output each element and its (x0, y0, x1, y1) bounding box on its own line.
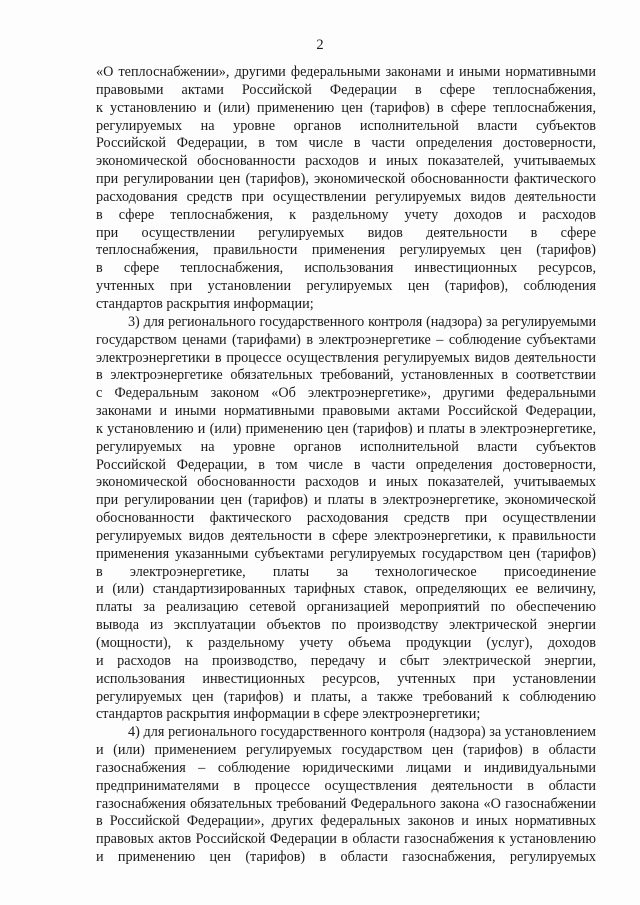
text-line: предпринимателями в процессе осуществления деятельности в области (96, 777, 596, 794)
text-line: (мощности), к раздельному учету объема продукции (услуг), доходов (96, 635, 596, 651)
text-line: 3) для регионального государственного контроля (надзора) за регулируемыми (128, 313, 596, 330)
text-line: экономической обоснованности расходов и иных показателей, учитываемых (96, 474, 596, 491)
text-line: вывода из эксплуатации объектов по производству электрической энергии (96, 617, 596, 634)
text-line: к установлению и (или) применению цен (тарифов) в сфере теплоснабжения, (96, 99, 596, 116)
text-line: расходования средств при осуществлении регулируемых видов деятельности (96, 188, 596, 205)
text-line: учтенных при установлении регулируемых цен (тарифов), соблюдения (96, 278, 596, 295)
text-line: в электроэнергетике, платы за технологическое присоединение (96, 563, 596, 580)
page-number: 2 (316, 37, 324, 53)
text-line: регулируемых видов деятельности в сфере электроэнергетики, к правильности (96, 527, 596, 544)
text-line: при осуществлении регулируемых видов деятельности в сфере (96, 224, 596, 241)
text-line: стандартов раскрытия информации; (96, 295, 314, 312)
text-line: законами и иными нормативными правовыми актами Российской Федерации, (96, 403, 596, 420)
text-line: регулируемых на уровне органов исполнительной власти субъектов (96, 438, 596, 455)
text-line: регулируемых цен (тарифов) и платы, а также требований к соблюдению (96, 688, 596, 705)
text-line: к установлению и (или) применению цен (тарифов) и платы в электроэнергетике, (96, 420, 596, 437)
text-line: правовыми актами Российской Федерации в сфере теплоснабжения, (96, 81, 596, 98)
text-line: регулируемых на уровне органов исполнительной власти субъектов (96, 117, 596, 134)
text-line: в электроэнергетике обязательных требований, установленных в соответствии (96, 367, 596, 384)
text-line: газоснабжения обязательных требований Федерального закона «О газоснабжении (96, 795, 596, 812)
text-line: электроэнергетики в процессе осуществления регулируемых видов деятельности (96, 349, 596, 366)
text-line: и (или) применением регулируемых государством цен (тарифов) в области (96, 742, 596, 759)
text-line: в сфере теплоснабжения, к раздельному учету доходов и расходов (96, 206, 596, 223)
text-line: и расходов на производство, передачу и сбыт электрической энергии, (96, 652, 596, 669)
text-line: в сфере теплоснабжения, использования инвестиционных ресурсов, (96, 260, 596, 277)
body-text (96, 64, 596, 867)
text-line: платы за реализацию сетевой организацией мероприятий по обеспечению (96, 599, 596, 616)
text-line: и применению цен (тарифов) в области газоснабжения, регулируемых (96, 849, 596, 866)
text-line: с Федеральным законом «Об электроэнергетике», другими федеральными (96, 385, 596, 402)
text-line: правовых актов Российской Федерации в области газоснабжения к установлению (96, 831, 596, 848)
text-line: экономической обоснованности расходов и иных показателей, учитываемых (96, 153, 596, 170)
text-line: при регулировании цен (тарифов), экономической обоснованности фактического (96, 171, 596, 188)
text-line: государством ценами (тарифами) в электроэнергетике – соблюдение субъектами (96, 331, 596, 348)
text-line: 4) для регионального государственного контроля (надзора) за установлением (128, 724, 596, 741)
text-line: в Российской Федерации», других федеральных законов и иных нормативных (96, 813, 596, 830)
text-line: стандартов раскрытия информации в сфере электроэнергетики; (96, 706, 481, 723)
text-line: обоснованности фактического расходования средств при осуществлении (96, 510, 596, 527)
text-line: газоснабжения – соблюдение юридическими лицами и индивидуальными (96, 759, 596, 776)
text-line: Российской Федерации, в том числе в части определения достоверности, (96, 135, 596, 152)
text-line: применения указанными субъектами регулируемых государством цен (тарифов) (96, 545, 596, 562)
text-line: теплоснабжения, правильности применения регулируемых цен (тарифов) (96, 242, 596, 259)
text-line: при регулировании цен (тарифов) и платы в электроэнергетике, экономической (96, 492, 596, 509)
text-line: использования инвестиционных ресурсов, учтенных при установлении (96, 670, 596, 687)
text-line: и (или) стандартизированных тарифных ставок, определяющих ее величину, (96, 581, 596, 598)
text-line: «О теплоснабжении», другими федеральными законами и иными нормативными (96, 64, 596, 80)
text-line: Российской Федерации, в том числе в части определения достоверности, (96, 456, 596, 473)
